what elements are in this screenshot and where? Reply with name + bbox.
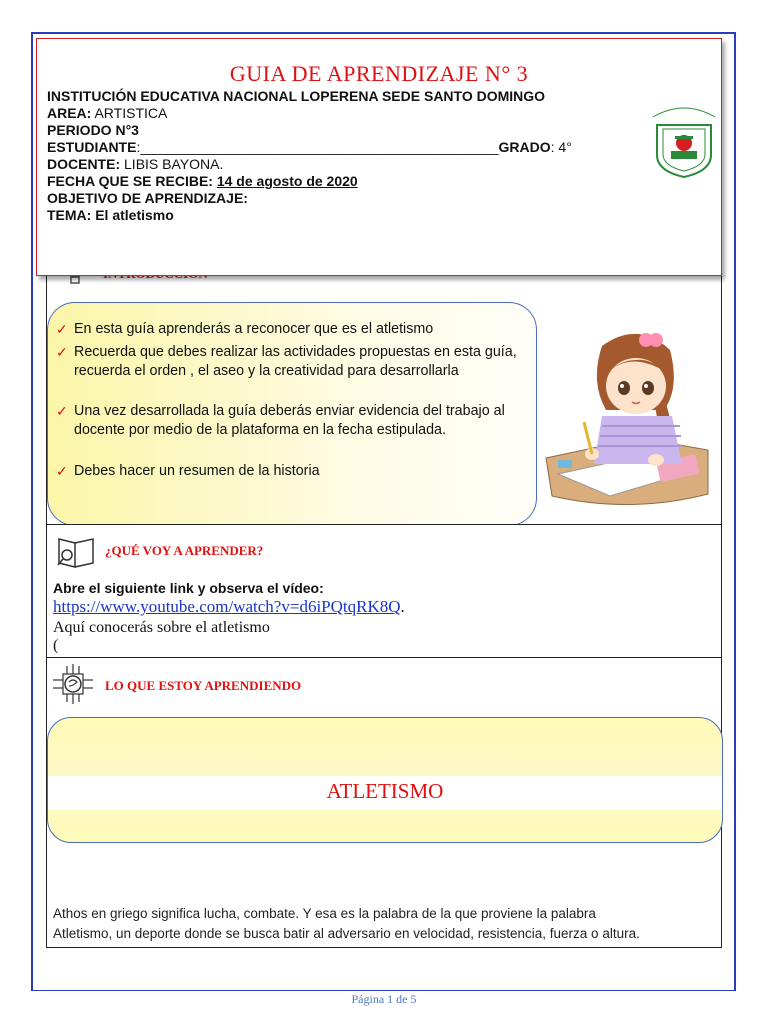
teacher-label: DOCENTE:	[47, 156, 121, 172]
student-blank: :______________________________________________	[136, 139, 499, 155]
guide-title: GUIA DE APRENDIZAJE N° 3	[229, 61, 529, 86]
area-value: ARTISTICA	[94, 105, 168, 121]
girl-drawing-illustration	[540, 326, 716, 516]
intro-bullet: ✓ Una vez desarrollada la guía deberás enviar evidencia del trabajo al docente por medio de la plataforma en la fecha estipulada.	[56, 403, 505, 438]
learn-heading-row	[46, 524, 722, 578]
teacher-line	[47, 157, 223, 172]
date-value: 14 de agosto de 2020	[216, 173, 358, 189]
checkmark-icon: ✓	[56, 463, 68, 479]
learn-paren: (	[53, 637, 59, 654]
learn-content-row	[46, 577, 722, 658]
learning-heading-row	[46, 657, 722, 711]
institution-name: INSTITUCIÓN EDUCATIVA NACIONAL LOPERENA SEDE SANTO DOMINGO	[47, 88, 546, 104]
teacher-value: LIBIS BAYONA.	[124, 156, 224, 172]
intro-bullet: ✓ Debes hacer un resumen de la historia	[56, 463, 320, 479]
area-label: AREA:	[47, 105, 92, 121]
brain-circuit-icon	[51, 662, 95, 706]
athletics-title-bubble	[47, 717, 723, 843]
header-box	[36, 38, 722, 276]
page-number: Página 1 de 5	[351, 992, 417, 1006]
learn-instruction: Abre el siguiente link y observa el vídeo	[53, 580, 320, 596]
grade-value: : 4°	[550, 139, 572, 155]
learn-note: Aquí conocerás sobre el atletismo	[53, 619, 270, 636]
date-label: FECHA QUE SE RECIBE:	[47, 173, 213, 189]
intro-bullet: ✓ En esta guía aprenderás a reconocer que es el atletismo	[56, 321, 434, 337]
date-line	[47, 174, 358, 189]
student-label: ESTUDIANTE	[47, 139, 137, 155]
period-line: PERIODO N°3	[47, 122, 139, 138]
athletics-paragraph: Athos en griego significa lucha, combate. Y esa es la palabra de la que proviene la palabra Atletismo, un deporte donde se busca batir al adversario en velocidad, resistencia, fuerza o altura.	[53, 906, 640, 941]
learn-heading: ¿QUÉ VOY A APRENDER?	[105, 543, 264, 558]
objective-label: OBJETIVO DE APRENDIZAJE:	[47, 190, 248, 206]
learning-heading: LO QUE ESTOY APRENDIENDO	[105, 678, 302, 693]
book-icon	[53, 533, 99, 571]
checkmark-icon: ✓	[56, 403, 68, 419]
checkmark-icon: ✓	[56, 321, 68, 337]
athletics-title: ATLETISMO	[326, 779, 444, 803]
school-logo	[645, 99, 723, 179]
area-line	[47, 106, 167, 121]
video-link[interactable]: https://www.youtube.com/watch?v=d6iPQtqRK8Q	[53, 597, 401, 616]
intro-bubble	[47, 302, 537, 526]
checkmark-icon: ✓	[56, 344, 68, 360]
grade-label: GRADO	[498, 139, 551, 155]
intro-bullet: ✓ Recuerda que debes realizar las actividades propuestas en esta guía, recuerda el orden , el aseo y la creatividad para desarrollarla	[56, 344, 517, 379]
video-link-line: https://www.youtube.com/watch?v=d6iPQtqRK8Q.	[53, 597, 405, 616]
learn-instruction-line: Abre el siguiente link y observa el vídeo:	[53, 580, 324, 596]
student-line	[47, 140, 572, 155]
page-bottom-line	[31, 990, 736, 991]
topic-line: TEMA: El atletismo	[47, 207, 174, 223]
